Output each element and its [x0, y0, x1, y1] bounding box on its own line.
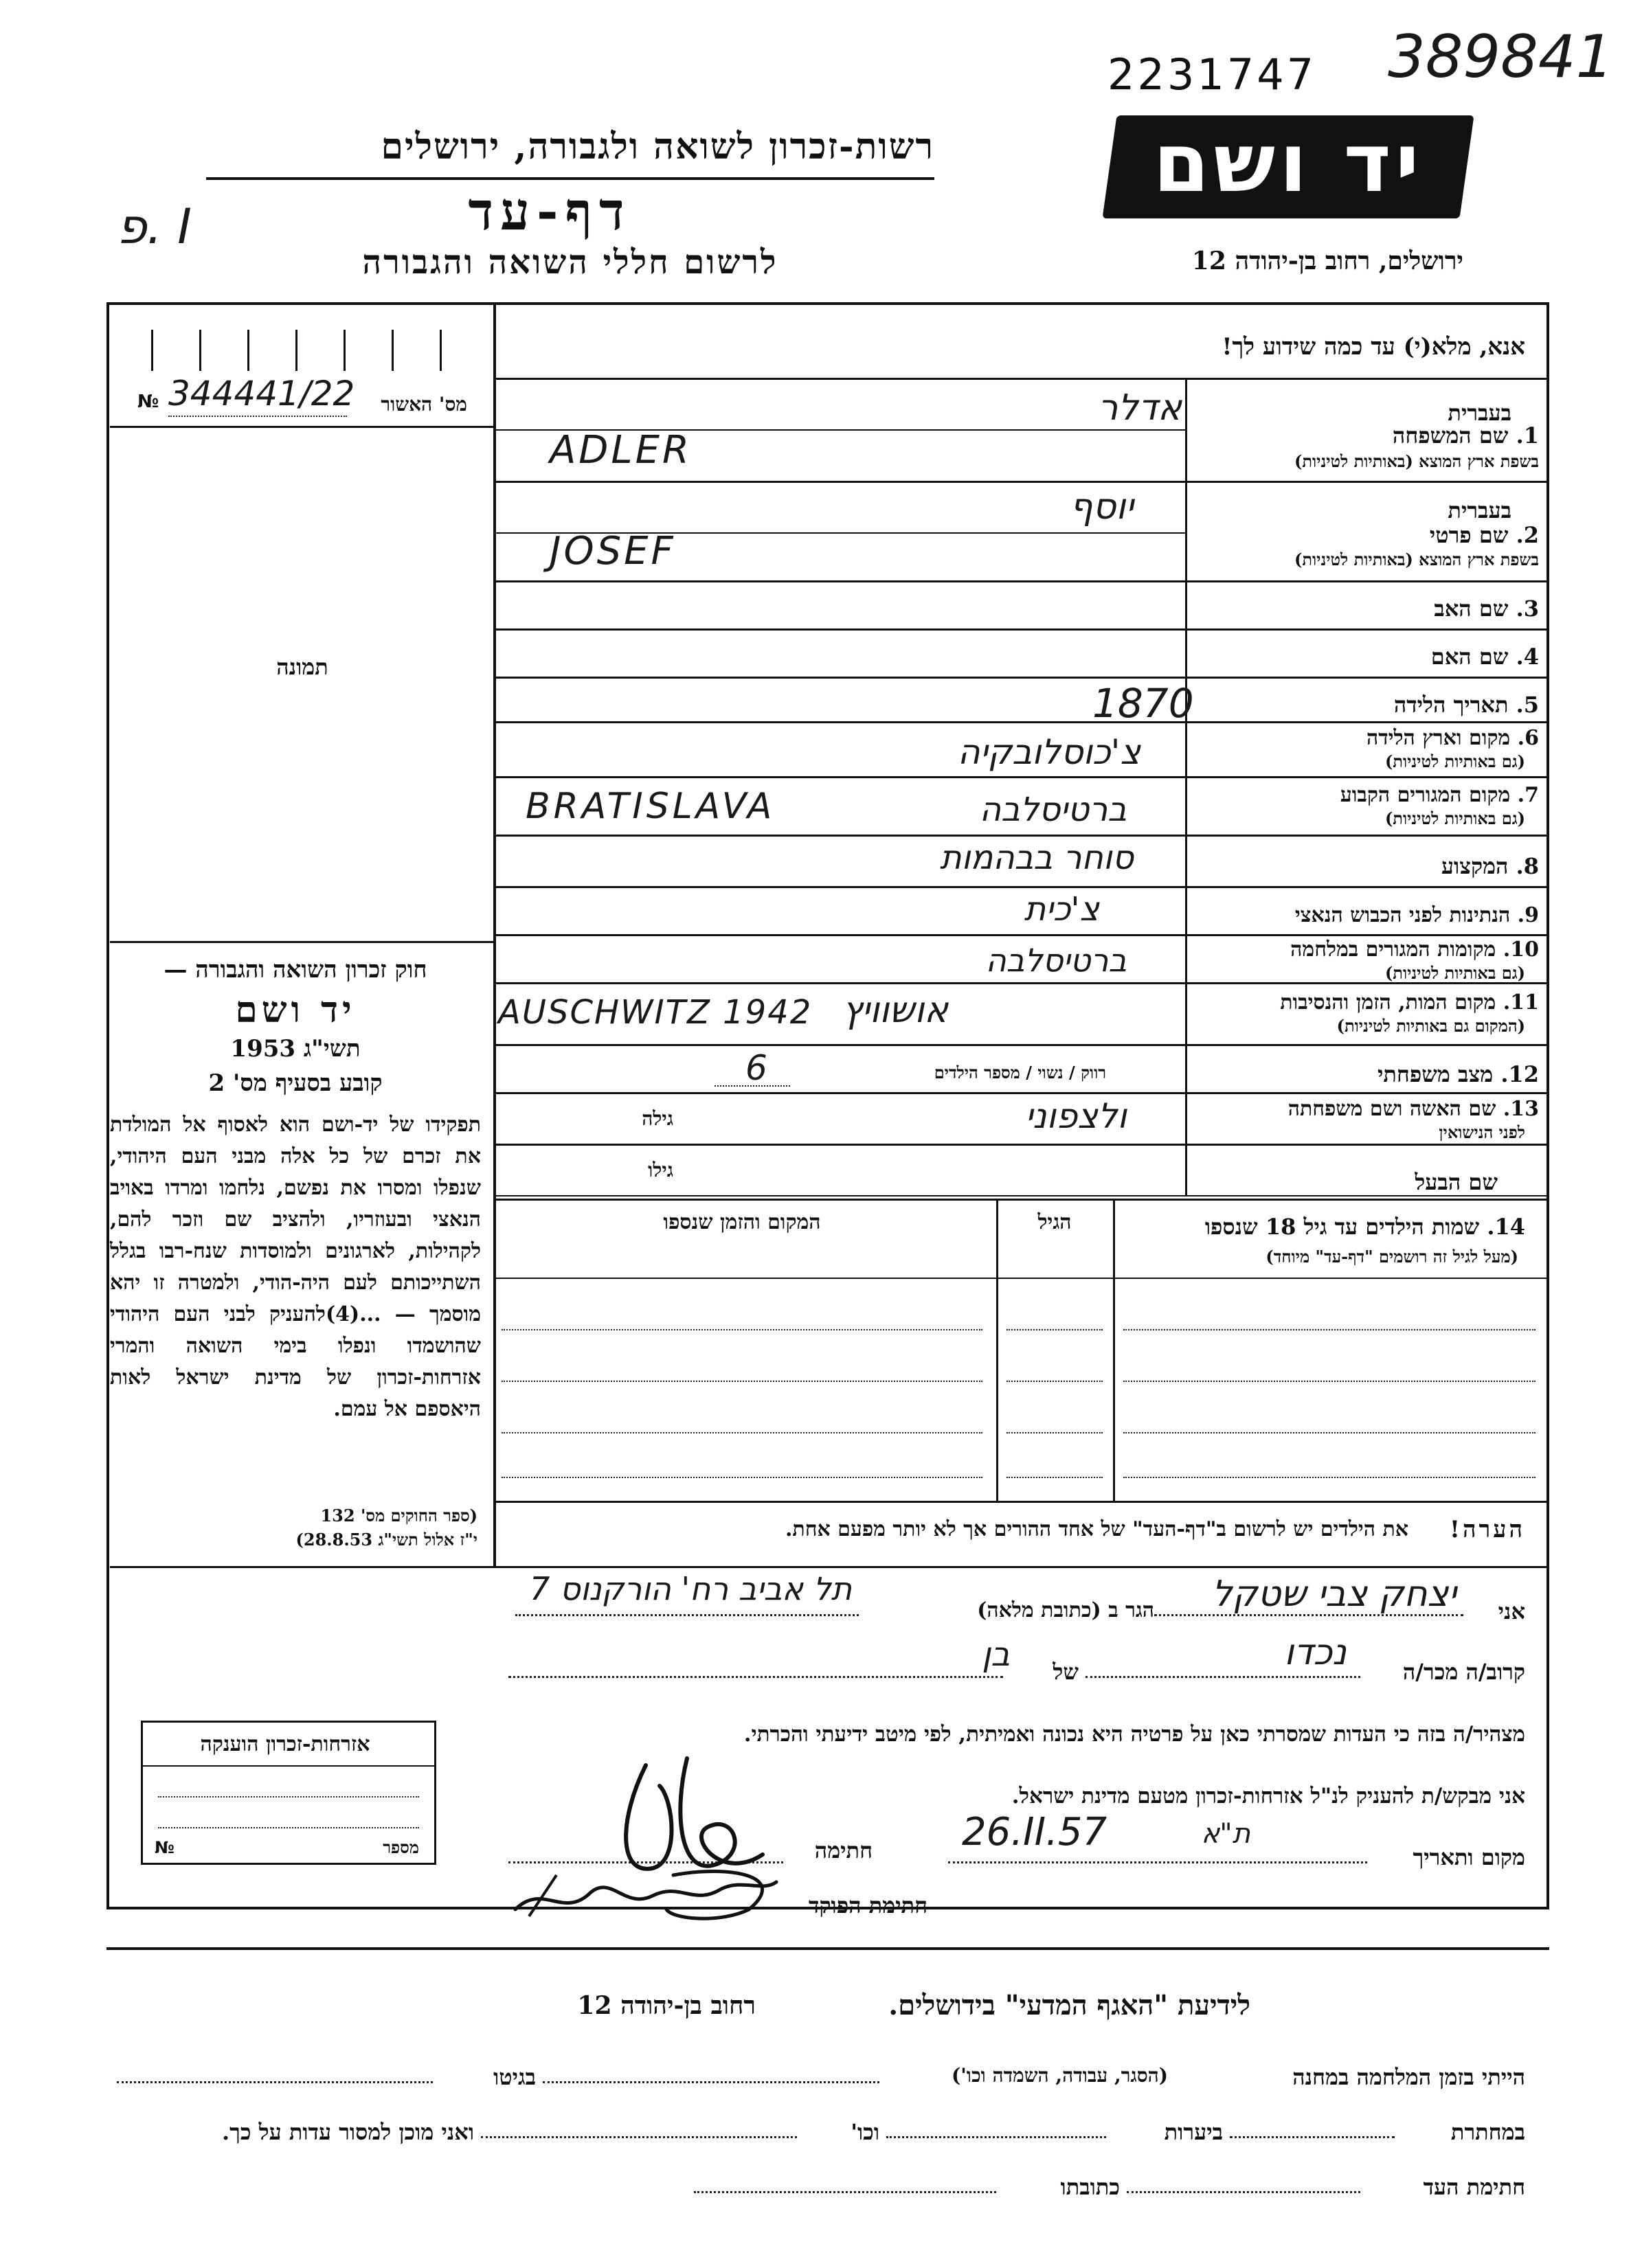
field-11-label: 11. מקום המות, הזמן והנסיבות — [1280, 990, 1539, 1014]
footer-line3-dots-2 — [694, 2191, 996, 2193]
officer-signature-label: חתימת הפוקד — [809, 1892, 927, 1918]
relation-label: קרוב/ה מכר/ה — [1402, 1659, 1525, 1685]
row-line-14 — [493, 1195, 1548, 1197]
footer-title: לידיעת "האגף המדעי" בידושלים. — [888, 1989, 1250, 2021]
child-row-3-name — [1123, 1432, 1536, 1433]
footer-line1-dots-2 — [117, 2081, 433, 2083]
field-7-label: 7. מקום המגורים הקבוע — [1340, 783, 1539, 807]
child-row-1-place — [502, 1329, 982, 1330]
header-rule — [206, 177, 934, 180]
declarant-i-label: אני — [1498, 1598, 1525, 1624]
approval-no-line — [168, 416, 347, 417]
field-5-value: 1870 — [1092, 680, 1194, 727]
field-12-value: 6 — [745, 1048, 767, 1088]
form-title: דף-עד — [468, 181, 631, 242]
row-line-13 — [493, 1144, 1548, 1146]
place-date-line — [948, 1861, 1367, 1863]
footer-line2-dots-2 — [886, 2136, 1106, 2138]
note-text: את הילדים יש לרשום ב"דף-העד" של אחד ההורים אך לא יותר מפעם אחת. — [785, 1517, 1408, 1541]
law-section: קובע בסעיף מס' 2 — [208, 1069, 383, 1097]
labels-column-divider — [1185, 378, 1187, 1195]
children-col-age: הגיל — [1037, 1210, 1072, 1234]
field-2-value-latin: JOSEF — [550, 529, 676, 574]
approval-no-prefix: № — [137, 392, 159, 412]
declarant-address-value: תל אביב רח' הורקנוס 7 — [529, 1570, 852, 1607]
row-line-12 — [493, 1092, 1548, 1094]
relation-value-2: בן — [982, 1635, 1010, 1674]
address-line: ירושלים, רחוב בן-יהודה 12 — [1191, 247, 1463, 275]
child-row-4-place — [502, 1477, 982, 1478]
field-10-value: ברטיסלבה — [985, 942, 1127, 979]
field-2-value-hebrew: יוסף — [1070, 486, 1134, 528]
field-2-label: 2. שם פרטי — [1429, 522, 1539, 548]
child-row-4-name — [1123, 1477, 1536, 1478]
declarant-address-line — [515, 1614, 859, 1616]
law-ref-2: י"ז אלול תשי"ג 28.8.53) — [295, 1530, 477, 1550]
field-10-label: 10. מקומות המגורים במלחמה — [1290, 938, 1539, 962]
row-line-11 — [493, 1044, 1548, 1046]
footer-line1-dots — [543, 2081, 879, 2083]
field-7-value-latin: BRATISLAVA — [526, 786, 776, 827]
field-3-label: 3. שם האב — [1434, 596, 1539, 622]
place-date-city: ת"א — [1201, 1818, 1250, 1850]
husband-name-label: שם הבעל — [1415, 1169, 1498, 1195]
row-line-8 — [493, 886, 1548, 888]
handwritten-reference-number: 389841 — [1388, 23, 1614, 91]
field-11-value-latin: AUSCHWITZ 1942 — [498, 993, 813, 1032]
left-column-bottom-rule — [110, 1566, 1548, 1568]
field-1-lang: בעברית — [1448, 400, 1511, 426]
field-7-sub: (גם באותיות לטיניות) — [1384, 808, 1525, 828]
law-year: תשי"ג 1953 — [230, 1035, 361, 1063]
relation-of-line — [508, 1676, 1003, 1678]
approval-boxes — [110, 330, 491, 371]
field-12-line — [715, 1085, 790, 1087]
handwritten-mark: פ. I — [117, 199, 192, 255]
child-row-3-age — [1006, 1432, 1103, 1433]
photo-area-bottom — [110, 941, 493, 943]
field-6-value: צ'כוסלובקיה — [957, 732, 1140, 772]
institution-line: רשות-זכרון לשואה ולגבורה, ירושלים — [381, 126, 934, 168]
child-row-2-age — [1006, 1381, 1103, 1382]
approval-no-value: 344441/22 — [168, 374, 355, 413]
citizenship-box-rule — [141, 1765, 436, 1767]
relation-value: נכדו — [1284, 1632, 1347, 1673]
footer-line2-start: במחתרת — [1450, 2119, 1525, 2145]
field-8-value: סוחר בבהמות — [939, 839, 1134, 877]
field-12-options: רווק / נשוי / מספר הילדים — [934, 1063, 1106, 1082]
row-line-6 — [493, 776, 1548, 778]
footer-line1-mid: (הסגר, עבודה, השמדה וכו') — [951, 2064, 1168, 2087]
photo-area-top — [110, 426, 493, 428]
serial-number: 2231747 — [1107, 49, 1317, 100]
field-5-label: 5. תאריך הלידה — [1393, 692, 1539, 718]
field-1-value-hebrew: אדלר — [1097, 387, 1182, 429]
children-table-bottom — [493, 1501, 1548, 1503]
citizenship-box-line-2 — [158, 1827, 419, 1828]
field-6-label: 6. מקום וארץ הלידה — [1366, 726, 1539, 750]
footer-line2-mid: ביערות — [1164, 2119, 1223, 2145]
approval-no-label: מס' האשור — [381, 393, 467, 416]
officer-signature — [502, 1855, 790, 1930]
field-1-sub: בשפת ארץ המוצא (באותיות לטיניות) — [1294, 451, 1539, 471]
children-table-top — [493, 1199, 1548, 1201]
footer-line2-dots-1 — [1230, 2136, 1395, 2138]
row-line-7 — [493, 835, 1548, 837]
field-9-label: 9. הנתינות לפני הכבוש הנאצי — [1294, 903, 1539, 927]
field-6-sub: (גם באותיות לטיניות) — [1384, 751, 1525, 771]
field-13-age-label: גילה — [642, 1107, 673, 1130]
citizenship-box-title: אזרחות-זכרון הוענקה — [200, 1732, 370, 1756]
child-row-4-age — [1006, 1477, 1103, 1478]
footer-line3-mid: כתובתו — [1060, 2174, 1120, 2200]
footer-line2-end: ואני מוכן למסור עדות על כך. — [221, 2119, 474, 2145]
field-4-label: 4. שם האם — [1430, 644, 1539, 670]
photo-label: תמונה — [276, 654, 328, 680]
field-12-label: 12. מצב משפחתי — [1377, 1061, 1539, 1087]
children-col-place: המקום והזמן שנספו — [663, 1210, 821, 1234]
law-ref-1: (ספר החוקים מס' 132 — [320, 1506, 477, 1526]
children-header-rule — [493, 1278, 1548, 1279]
child-row-1-name — [1123, 1329, 1536, 1330]
law-text: תפקידו של יד-ושם הוא לאסוף אל המולדת את זכרם של כל אלה מבני העם היהודי, שנפלו ומסרו את נפשם, נלחמו ומרדו באויב הנאצי ובעוזריו, ולהציב שם וזכר להם, לקהילות, לארגונים ולמוסדות שנח-רבו בגלל השתייכותם לעם היה-הודי, ולמטרה זו יהא מוסמך — ...(4)להעניק לבני העם היהודי שהושמדו ונפלו בימי השואה והמרי אזרחות-זכרון של מדינת ישראל לאות היאספם אל עמם. — [110, 1113, 481, 1421]
note-label: הערה! — [1450, 1516, 1525, 1543]
row-line-5 — [493, 721, 1548, 723]
citizenship-box-number: מספר — [383, 1837, 419, 1857]
field-13-sub: לפני הנישואין — [1439, 1122, 1525, 1142]
children-col-divider-2 — [1113, 1199, 1115, 1501]
child-row-2-name — [1123, 1381, 1536, 1382]
declarant-name-value: יצחק צבי שטקל — [1212, 1574, 1457, 1615]
place-date-label: מקום ותאריך — [1413, 1844, 1525, 1870]
row-line-3 — [493, 628, 1548, 631]
children-sub: (מעל לגיל זה רושמים "דף-עד" מיוחד) — [1266, 1247, 1518, 1267]
instruction-rule — [493, 378, 1548, 380]
field-13-value: ולצפוני — [1025, 1096, 1127, 1136]
signature-label: חתימה — [814, 1837, 873, 1863]
law-title: חוק זכרון השואה והגבורה — — [164, 956, 427, 984]
field-13-label: 13. שם האשה ושם משפחתה — [1287, 1097, 1539, 1121]
place-date-value: 26.II.57 — [962, 1810, 1107, 1855]
declaration-text: מצהיר/ה בזה כי העדות שמסרתי כאן על פרטיה היא נכונה ואמיתית, לפי מיטב ידיעתי והכרתי. — [743, 1722, 1525, 1747]
form-instruction: אנא, מלא(י) עד כמה שידוע לך! — [1222, 333, 1525, 361]
row-line-1 — [493, 481, 1548, 483]
citizenship-box-prefix: № — [155, 1838, 175, 1857]
form-subtitle: לרשום חללי השואה והגבורה — [362, 243, 778, 282]
footer-address: רחוב בן-יהודה 12 — [577, 1991, 756, 2020]
logo-text: יד ושם — [1153, 115, 1424, 210]
field-11-value-hebrew: אושוויץ — [842, 990, 948, 1031]
field-11-sub: (המקום גם באותיות לטיניות) — [1336, 1016, 1525, 1036]
row-line-2 — [493, 580, 1548, 582]
footer-rule — [106, 1947, 1549, 1950]
footer-line1-end: בגיטו — [493, 2064, 536, 2090]
footer-line3-dots-1 — [1127, 2191, 1360, 2193]
footer-line2-vc: וכו' — [851, 2119, 879, 2145]
relation-of-label: של — [1053, 1659, 1079, 1685]
relation-line — [1086, 1676, 1360, 1678]
children-col-divider-1 — [996, 1199, 998, 1501]
footer-line2-dots-3 — [481, 2136, 797, 2138]
child-row-2-place — [502, 1381, 982, 1382]
field-10-sub: (גם באותיות לטיניות) — [1384, 963, 1525, 983]
footer-line1-start: הייתי בזמן המלחמה במחנה — [1292, 2064, 1525, 2090]
request-text: אני מבקש/ת להעניק לנ"ל אזרחות-זכרון מטעם מדינת ישראל. — [1011, 1784, 1525, 1808]
row-line-4 — [493, 677, 1548, 679]
row-line-9 — [493, 934, 1548, 936]
law-name: יד ושם — [235, 989, 356, 1031]
citizenship-box-line-1 — [158, 1796, 419, 1798]
field-1-label: 1. שם המשפחה — [1392, 422, 1539, 449]
field-8-label: 8. המקצוע — [1441, 853, 1539, 879]
child-row-3-place — [502, 1432, 982, 1433]
field-1-value-latin: ADLER — [550, 428, 692, 473]
field-9-value: צ'כית — [1024, 890, 1099, 929]
declarant-resident-label: הגר ב (כתובת מלאה) — [977, 1598, 1154, 1622]
field-2-sub: בשפת ארץ המוצא (באותיות לטיניות) — [1294, 549, 1539, 569]
child-row-1-age — [1006, 1329, 1103, 1330]
field-2-lang: בעברית — [1448, 497, 1511, 523]
field-7-value-hebrew: ברטיסלבה — [979, 791, 1127, 829]
husband-age-label: גילו — [648, 1159, 673, 1181]
footer-line3-start: חתימת העד — [1423, 2174, 1525, 2200]
children-label: 14. שמות הילדים עד גיל 18 שנספו — [1204, 1214, 1525, 1240]
